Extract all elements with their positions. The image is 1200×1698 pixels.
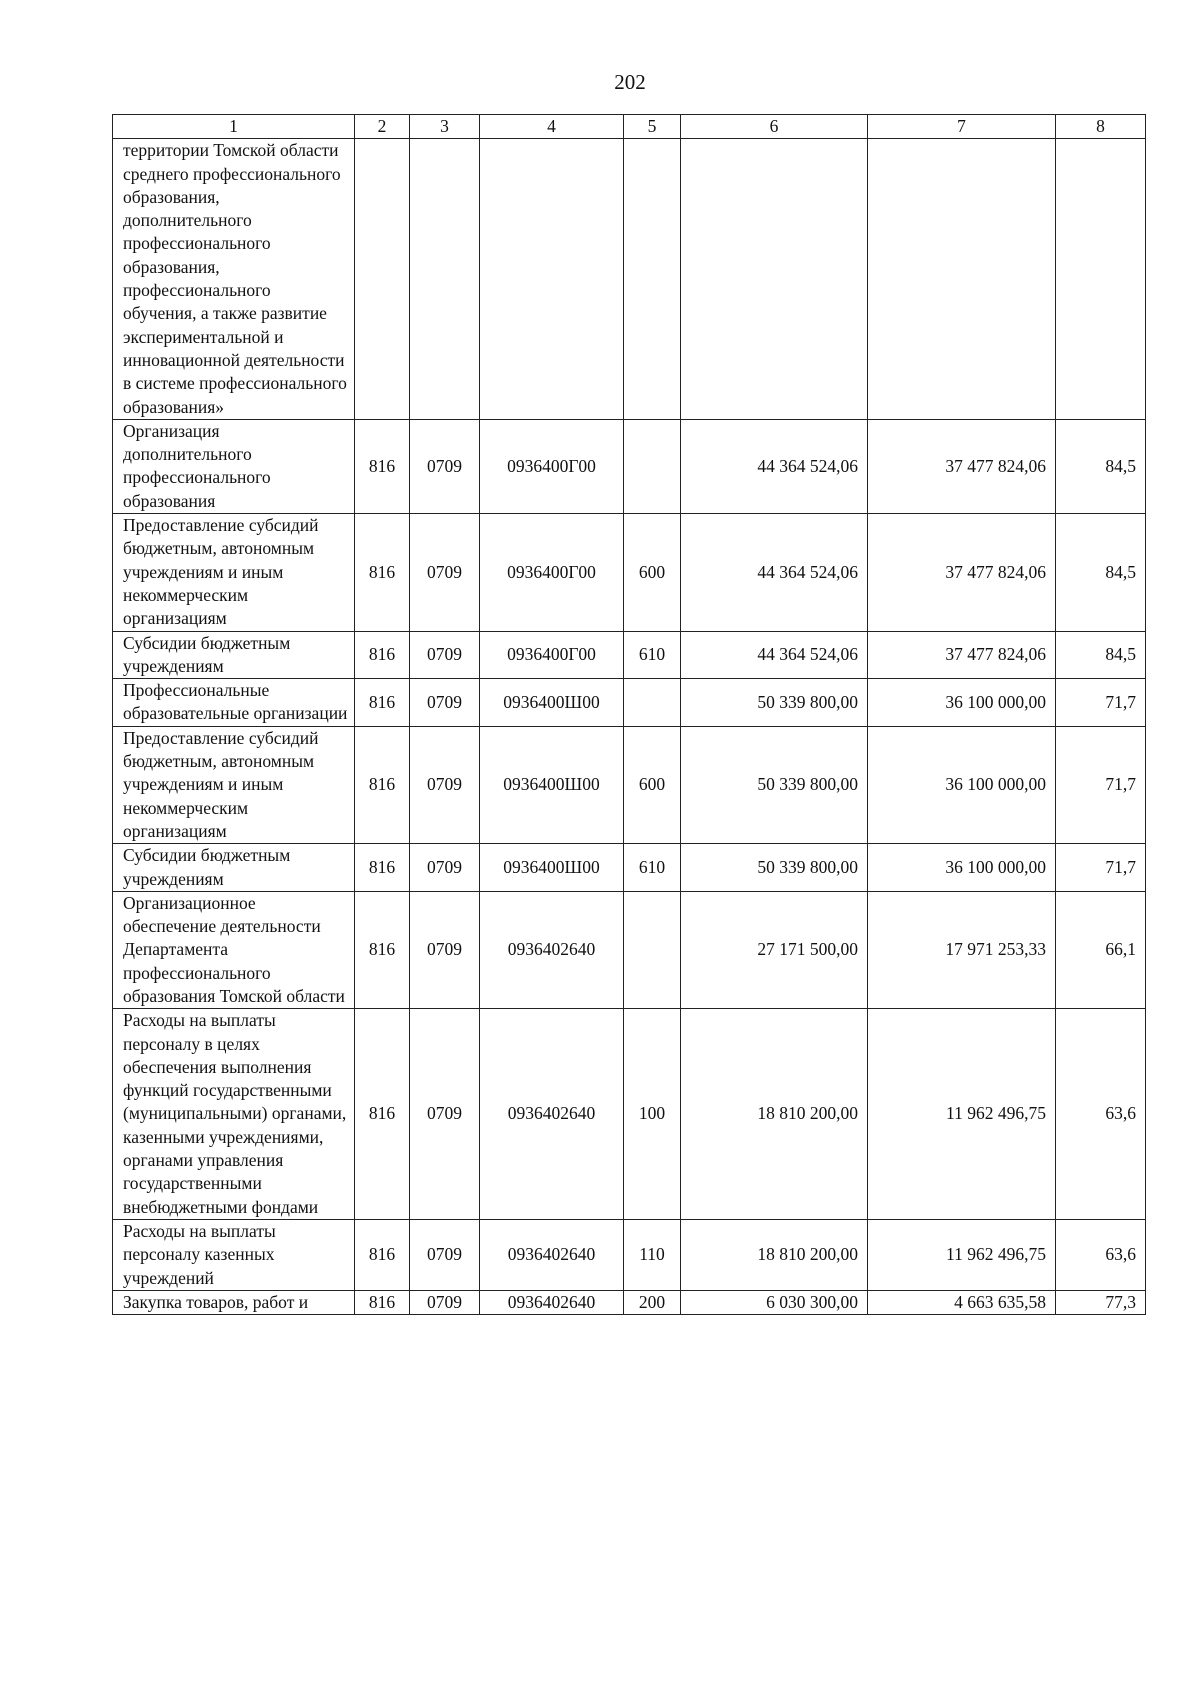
ministry-code-cell: 816 bbox=[355, 679, 410, 727]
table-row bbox=[113, 891, 1146, 1008]
planned-amount-cell: 27 171 500,00 bbox=[681, 891, 868, 1008]
target-article-cell: 0936400Ш00 bbox=[480, 679, 624, 727]
column-number-row bbox=[113, 115, 1146, 139]
target-article-cell: 0936400Г00 bbox=[480, 631, 624, 679]
ministry-code-cell: 816 bbox=[355, 844, 410, 892]
expense-type-cell bbox=[624, 891, 681, 1008]
percent-cell: 71,7 bbox=[1056, 679, 1146, 727]
ministry-code-cell bbox=[355, 139, 410, 420]
ministry-code-cell: 816 bbox=[355, 514, 410, 631]
target-article-cell: 0936402640 bbox=[480, 1009, 624, 1220]
item-name-cell: Субсидии бюджетным учреждениям bbox=[113, 844, 355, 892]
executed-amount-cell: 4 663 635,58 bbox=[868, 1290, 1056, 1314]
expense-type-cell: 110 bbox=[624, 1219, 681, 1290]
table-row bbox=[113, 844, 1146, 892]
expense-type-cell bbox=[624, 139, 681, 420]
section-code-cell: 0709 bbox=[410, 844, 480, 892]
ministry-code-cell: 816 bbox=[355, 726, 410, 843]
executed-amount-cell: 11 962 496,75 bbox=[868, 1009, 1056, 1220]
budget-table bbox=[112, 114, 1146, 1315]
column-number: 1 bbox=[113, 115, 355, 139]
item-name-cell: Профессиональные образовательные организации bbox=[113, 679, 355, 727]
item-name-cell: Субсидии бюджетным учреждениям bbox=[113, 631, 355, 679]
item-name-cell: Организационное обеспечение деятельности Департамента профессионального образования Томской области bbox=[113, 891, 355, 1008]
executed-amount-cell: 37 477 824,06 bbox=[868, 631, 1056, 679]
expense-type-cell bbox=[624, 419, 681, 513]
section-code-cell: 0709 bbox=[410, 631, 480, 679]
planned-amount-cell: 6 030 300,00 bbox=[681, 1290, 868, 1314]
ministry-code-cell: 816 bbox=[355, 1219, 410, 1290]
section-code-cell: 0709 bbox=[410, 419, 480, 513]
column-number: 8 bbox=[1056, 115, 1146, 139]
section-code-cell: 0709 bbox=[410, 891, 480, 1008]
section-code-cell bbox=[410, 139, 480, 420]
section-code-cell: 0709 bbox=[410, 1009, 480, 1220]
percent-cell bbox=[1056, 139, 1146, 420]
expense-type-cell bbox=[624, 679, 681, 727]
item-name-cell: Расходы на выплаты персоналу в целях обеспечения выполнения функций государственными (муниципальными) органами, казенными учреждениями, органами управления государственными внебюджетными фондами bbox=[113, 1009, 355, 1220]
table-row bbox=[113, 139, 1146, 420]
planned-amount-cell: 18 810 200,00 bbox=[681, 1219, 868, 1290]
percent-cell: 84,5 bbox=[1056, 419, 1146, 513]
executed-amount-cell: 37 477 824,06 bbox=[868, 419, 1056, 513]
planned-amount-cell: 44 364 524,06 bbox=[681, 514, 868, 631]
expense-type-cell: 610 bbox=[624, 844, 681, 892]
item-name-cell: Предоставление субсидий бюджетным, автономным учреждениям и иным некоммерческим организациям bbox=[113, 514, 355, 631]
executed-amount-cell: 17 971 253,33 bbox=[868, 891, 1056, 1008]
planned-amount-cell: 44 364 524,06 bbox=[681, 419, 868, 513]
column-number: 7 bbox=[868, 115, 1056, 139]
percent-cell: 63,6 bbox=[1056, 1009, 1146, 1220]
target-article-cell: 0936402640 bbox=[480, 891, 624, 1008]
section-code-cell: 0709 bbox=[410, 1290, 480, 1314]
percent-cell: 71,7 bbox=[1056, 726, 1146, 843]
percent-cell: 71,7 bbox=[1056, 844, 1146, 892]
column-number: 6 bbox=[681, 115, 868, 139]
target-article-cell: 0936402640 bbox=[480, 1290, 624, 1314]
target-article-cell: 0936400Г00 bbox=[480, 419, 624, 513]
section-code-cell: 0709 bbox=[410, 1219, 480, 1290]
percent-cell: 66,1 bbox=[1056, 891, 1146, 1008]
executed-amount-cell: 36 100 000,00 bbox=[868, 844, 1056, 892]
expense-type-cell: 100 bbox=[624, 1009, 681, 1220]
item-name-cell: Организация дополнительного профессионального образования bbox=[113, 419, 355, 513]
item-name-cell: территории Томской области среднего профессионального образования, дополнительного профессионального образования, профессионального обучения, а также развитие экспериментальной и инновационной деятельности в системе профессионального образования» bbox=[113, 139, 355, 420]
expense-type-cell: 200 bbox=[624, 1290, 681, 1314]
planned-amount-cell: 50 339 800,00 bbox=[681, 679, 868, 727]
ministry-code-cell: 816 bbox=[355, 891, 410, 1008]
planned-amount-cell: 50 339 800,00 bbox=[681, 726, 868, 843]
target-article-cell bbox=[480, 139, 624, 420]
table-row bbox=[113, 726, 1146, 843]
table-row bbox=[113, 419, 1146, 513]
item-name-cell: Предоставление субсидий бюджетным, автономным учреждениям и иным некоммерческим организациям bbox=[113, 726, 355, 843]
planned-amount-cell bbox=[681, 139, 868, 420]
table-row bbox=[113, 1290, 1146, 1314]
column-number: 5 bbox=[624, 115, 681, 139]
expense-type-cell: 600 bbox=[624, 726, 681, 843]
expense-type-cell: 610 bbox=[624, 631, 681, 679]
table-row bbox=[113, 1009, 1146, 1220]
ministry-code-cell: 816 bbox=[355, 1290, 410, 1314]
table-row bbox=[113, 1219, 1146, 1290]
table-row bbox=[113, 514, 1146, 631]
table-body bbox=[113, 115, 1146, 1315]
ministry-code-cell: 816 bbox=[355, 1009, 410, 1220]
item-name-cell: Расходы на выплаты персоналу казенных учреждений bbox=[113, 1219, 355, 1290]
target-article-cell: 0936400Ш00 bbox=[480, 726, 624, 843]
planned-amount-cell: 50 339 800,00 bbox=[681, 844, 868, 892]
executed-amount-cell: 36 100 000,00 bbox=[868, 726, 1056, 843]
target-article-cell: 0936402640 bbox=[480, 1219, 624, 1290]
planned-amount-cell: 44 364 524,06 bbox=[681, 631, 868, 679]
table-row bbox=[113, 679, 1146, 727]
item-name-cell: Закупка товаров, работ и bbox=[113, 1290, 355, 1314]
table-row bbox=[113, 631, 1146, 679]
column-number: 2 bbox=[355, 115, 410, 139]
page-number: 202 bbox=[614, 70, 646, 94]
percent-cell: 63,6 bbox=[1056, 1219, 1146, 1290]
target-article-cell: 0936400Ш00 bbox=[480, 844, 624, 892]
section-code-cell: 0709 bbox=[410, 726, 480, 843]
ministry-code-cell: 816 bbox=[355, 419, 410, 513]
column-number: 4 bbox=[480, 115, 624, 139]
planned-amount-cell: 18 810 200,00 bbox=[681, 1009, 868, 1220]
percent-cell: 84,5 bbox=[1056, 514, 1146, 631]
percent-cell: 84,5 bbox=[1056, 631, 1146, 679]
percent-cell: 77,3 bbox=[1056, 1290, 1146, 1314]
executed-amount-cell bbox=[868, 139, 1056, 420]
section-code-cell: 0709 bbox=[410, 679, 480, 727]
column-number: 3 bbox=[410, 115, 480, 139]
section-code-cell: 0709 bbox=[410, 514, 480, 631]
expense-type-cell: 600 bbox=[624, 514, 681, 631]
target-article-cell: 0936400Г00 bbox=[480, 514, 624, 631]
executed-amount-cell: 36 100 000,00 bbox=[868, 679, 1056, 727]
executed-amount-cell: 11 962 496,75 bbox=[868, 1219, 1056, 1290]
ministry-code-cell: 816 bbox=[355, 631, 410, 679]
executed-amount-cell: 37 477 824,06 bbox=[868, 514, 1056, 631]
